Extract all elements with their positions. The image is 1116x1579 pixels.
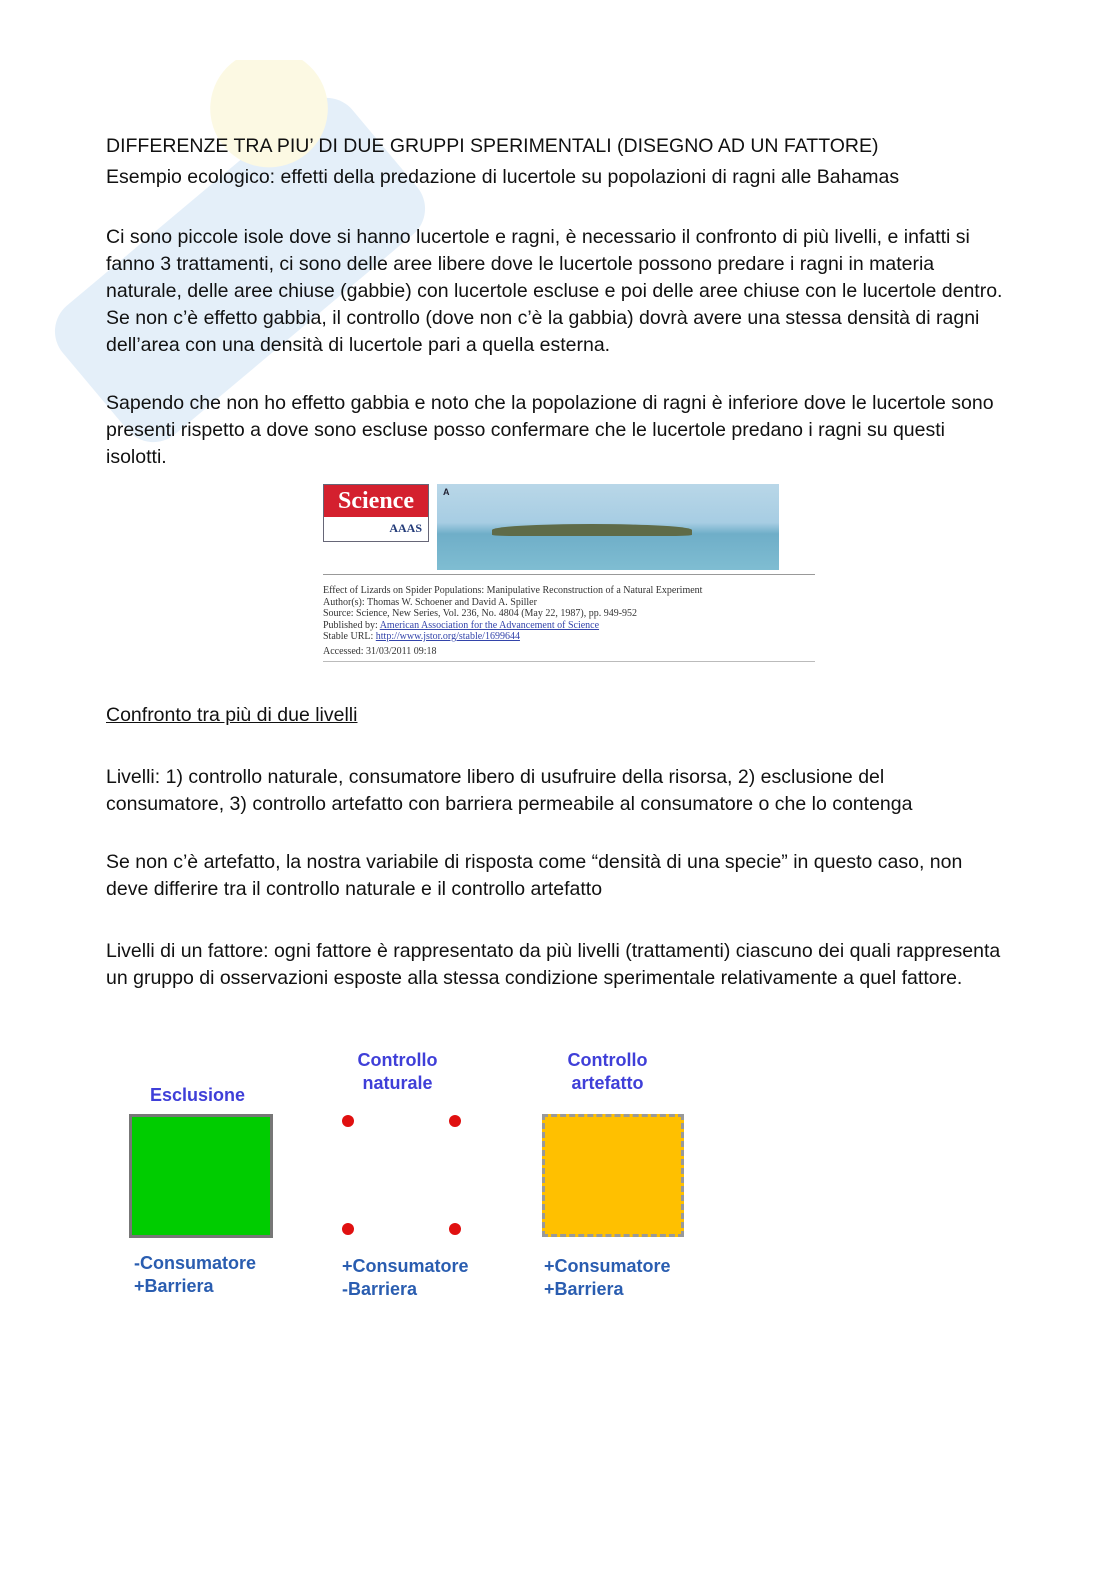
paragraph: Sapendo che non ho effetto gabbia e noto che la popolazione di ragni è inferiore dove le lucertole sono presenti rispetto a dove sono escluse posso confermare che le lucertole predano i ragni su questi isolotti. xyxy=(106,392,994,468)
exclusion-box xyxy=(129,1114,273,1238)
artifact-box xyxy=(542,1114,684,1237)
stable-url-link[interactable]: http://www.jstor.org/stable/1699644 xyxy=(375,631,520,642)
paragraph: Se non c’è artefatto, la nostra variabile di risposta come “densità di una specie” in questo caso, non deve differire tra il controllo naturale e il controllo artefatto xyxy=(106,851,963,900)
paragraph: Ci sono piccole isole dove si hanno lucertole e ragni, è necessario il confronto di più livelli, e infatti si fanno 3 trattamenti, ci sono delle aree libere dove le lucertole possono predare i ragni in materia naturale, delle aree chiuse (gabbie) con lucertole escluse e poi delle aree chiuse con le lucertole dentro. Se non c’è effetto gabbia, il controllo (dove non c’è la gabbia) dovrà avere una stessa densità di ragni dell’area con una densità di lucertole pari a quella esterna. xyxy=(106,226,1003,356)
artifact-control-label: +Consumatore +Barriera xyxy=(544,1256,671,1299)
corner-post-marker xyxy=(449,1115,461,1127)
corner-post-marker xyxy=(449,1223,461,1235)
artifact-control-title: Controllo artefatto xyxy=(567,1050,648,1093)
exclusion-title: Esclusione xyxy=(149,1085,246,1105)
island-photo: A xyxy=(437,484,779,570)
section-heading: Confronto tra più di due livelli xyxy=(106,704,358,726)
citation: Effect of Lizards on Spider Populations: Manipulative Reconstruction of a Natural Experiment Author(s): Thomas W. Schoener and David A. Spiller Source: Science, New Series, Vol. 236, No. 4804 (May 22, 1987), pp. 949-952 Published by: American Association for the Advancement of Science Stable URL: http://www.jstor.org/stable/1699644 Accessed: 31/03/2011 09:18 xyxy=(323,574,815,662)
paragraph: Livelli di un fattore: ogni fattore è rappresentato da più livelli (trattamenti) ciascuno dei quali rappresenta un gruppo di osservazioni esposte alla stessa condizione sperimentale relativamente a quel fattore. xyxy=(106,940,1001,989)
natural-control-label: +Consumatore -Barriera xyxy=(342,1256,469,1299)
corner-post-marker xyxy=(342,1223,354,1235)
corner-post-marker xyxy=(342,1115,354,1127)
publisher-link[interactable]: American Association for the Advancement of Science xyxy=(379,619,600,631)
heading: DIFFERENZE TRA PIU’ DI DUE GRUPPI SPERIMENTALI (DISEGNO AD UN FATTORE) xyxy=(106,135,879,157)
paragraph: Livelli: 1) controllo naturale, consumatore libero di usufruire della risorsa, 2) esclusione del consumatore, 3) controllo artefatto con barriera permeabile al consumatore o che lo contenga xyxy=(106,766,913,815)
science-logo: Science AAAS xyxy=(323,484,429,542)
exclusion-label: -Consumatore +Barriera xyxy=(134,1253,257,1296)
example-text: Esempio ecologico: effetti della predazione di lucertole su popolazioni di ragni alle Bahamas xyxy=(106,166,900,188)
natural-control-title: Controllo naturale xyxy=(357,1050,438,1093)
